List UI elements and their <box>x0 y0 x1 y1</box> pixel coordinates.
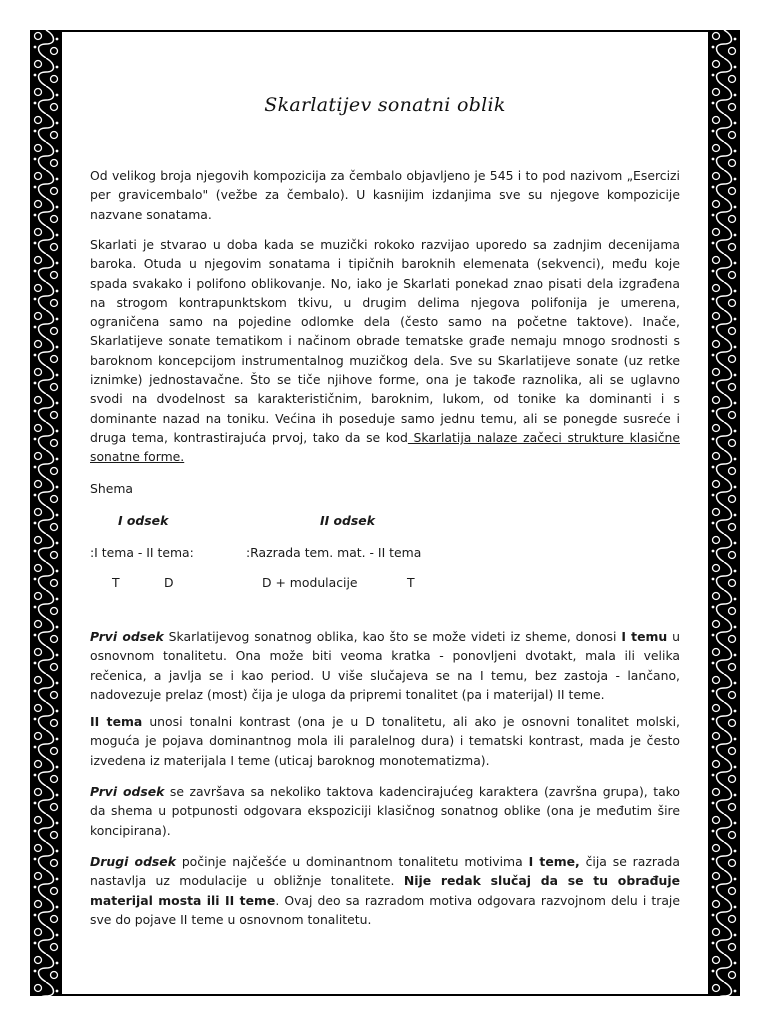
paragraph-intro: Od velikog broja njegovih kompozicija za čembalo objavljeno je 545 i to pod nazivom „Esercizi per gravicembalo" (vežbe za čembalo). U kasnijim izdanjima sve su njegove kompozicije nazvane sonatama. <box>90 168 680 222</box>
lead-drugi-odsek: Drugi odsek <box>90 854 176 869</box>
page-title: Skarlatijev sonatni oblik <box>264 94 506 116</box>
schema-dominant-1: D <box>164 575 174 590</box>
ornamental-border-right <box>708 30 740 996</box>
document-page <box>62 32 708 994</box>
schema-row1-right: :Razrada tem. mat. - II tema <box>246 545 422 560</box>
p5-text: se završava sa nekoliko taktova kadencirajućeg karaktera (završna grupa), tako da shema u potpunosti odgovara ekspoziciji klasičnog sonatnog oblike (ona je međutim šire koncipirana). <box>90 784 680 838</box>
p6-text-a: počinje najčešće u dominantnom tonalitetu motivima <box>175 854 529 869</box>
swirl-ornament-icon <box>708 30 740 996</box>
schema-heading: Shema <box>90 481 134 496</box>
schema-row1-left: :I tema - II tema: <box>90 545 194 560</box>
lead-prvi-odsek-2: Prvi odsek <box>90 784 165 799</box>
schema-tonic-1: T <box>112 575 120 590</box>
paragraph-first-section-end <box>90 782 680 840</box>
lead-prvi-odsek: Prvi odsek <box>90 629 164 644</box>
p6-text-c: čija se razrada nastavlja uz modulacije u obližnje tonalitete. <box>90 854 680 889</box>
underlined-conclusion: Skarlatija nalaze začeci strukture klasične sonatne forme. <box>90 429 680 465</box>
schema-col2-heading: II odsek <box>320 513 375 528</box>
schema-dominant-modulation: D + modulacije <box>262 575 358 590</box>
paragraph-second-section <box>90 852 680 929</box>
schema-col1-heading: I odsek <box>118 513 169 528</box>
lead-ii-tema: II tema <box>90 714 143 729</box>
ornamental-border-left <box>30 30 62 996</box>
border-bottom <box>30 994 740 996</box>
swirl-ornament-icon <box>30 30 62 996</box>
p6-bold-material: Nije redak slučaj da se tu obrađuje materijal mosta ili II teme <box>90 873 681 908</box>
paragraph-baroque <box>90 235 680 467</box>
p3-bold-i-temu: I temu <box>621 629 668 644</box>
p6-bold-i-teme: I teme, <box>528 854 580 869</box>
paragraph-first-section <box>90 627 680 704</box>
schema-tonic-2: T <box>407 575 415 590</box>
p3-text-a: Skarlatijevog sonatnog oblika, kao što se može videti iz sheme, donosi <box>163 629 622 644</box>
p3-text-c: u osnovnom tonalitetu. Ona može biti veoma kratka - ponovljeni dvotakt, mala ili velika rečenica, a javlja se i kao period. U više slučajeva se na I temu, bez zastoja - lančano, nadovezuje prelaz (most) čija je uloga da pripremi tonalitet (pa i materijal) II teme. <box>90 629 680 702</box>
p4-text: unosi tonalni kontrast (ona je u D tonalitetu, ali ako je osnovni tonalitet molski, moguća je pojava dominantnog mola ili paralelnog dura) i tematski kontrast, mada je često izvedena iz materijala I teme (uticaj baroknog monotematizma). <box>90 714 680 768</box>
paragraph-baroque-text: Skarlati je stvarao u doba kada se muzički rokoko razvijao uporedo sa zadnjim decenijama baroka. Otuda u njegovim sonatama i tipičnih baroknih elemenata (sekvenci), među koje spada svakako i polifono oblikovanje. No, iako je Skarlati ponekad znao pisati dela izgrađena na strogom kontrapunktskom tkivu, u drugim delima njegova polifonija je umerena, ograničena samo na pojedine odlomke dela (često samo na početne taktove). Inače, Skarlatijeve sonate tematikom i načinom obrade tematske građe nemaju mnogo srodnosti s baroknom koncepcijom instrumentalnog muzičkog dela. Sve su Skarlatijeve sonate (uz retke iznimke) jednostavačne. Što se tiče njihove forme, ona je takođe raznolika, ali se uglavno svodi na dvodelnost sa karakterističnim, baroknim, lukom, od tonike ka dominanti i s dominante nazad na toniku. Većina ih poseduje samo jednu temu, ali se ponegde susreće i druga tema, kontrastirajuća prvoj, tako da se kod <box>90 237 680 445</box>
p6-text-d: . Ovaj deo sa razradom motiva odgovara razvojnom delu i traje sve do pojave II teme u osnovnom tonalitetu. <box>90 892 680 927</box>
paragraph-second-theme <box>90 712 680 770</box>
